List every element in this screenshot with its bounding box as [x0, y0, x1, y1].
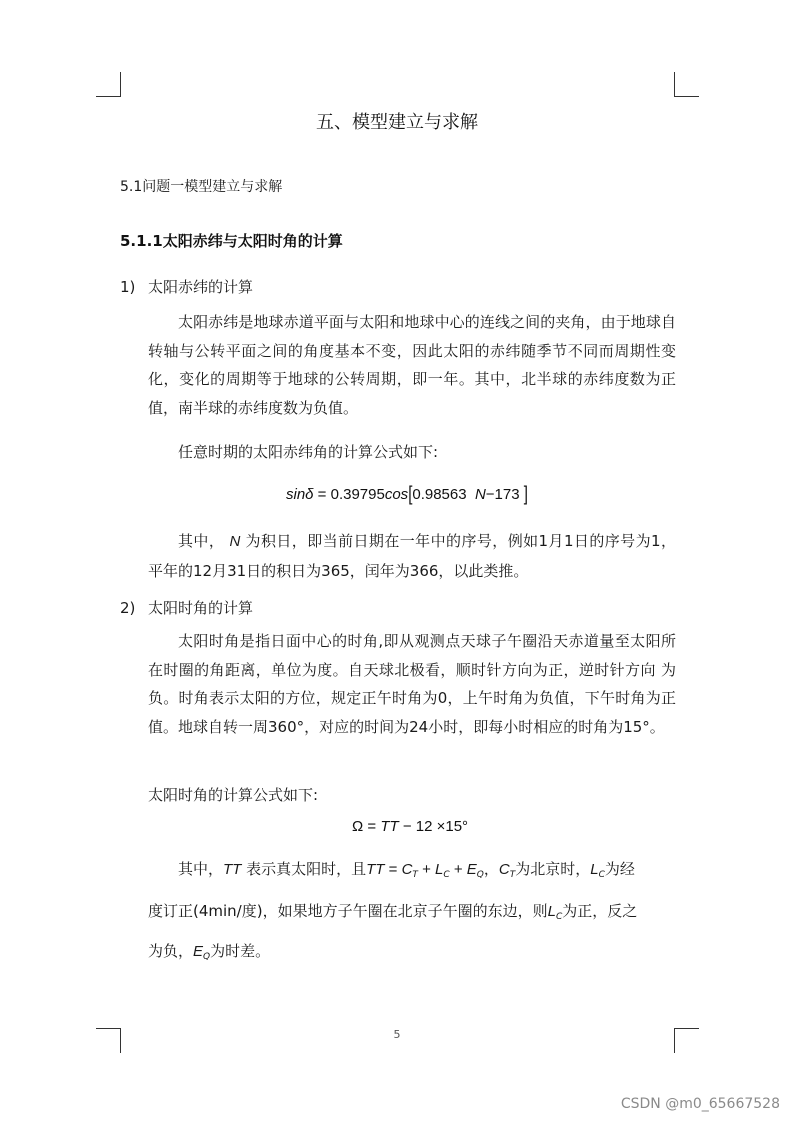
var-c: C: [498, 861, 510, 878]
list-item-hour-angle: [120, 597, 253, 618]
list-number: 2): [120, 599, 136, 617]
text: 表示真太阳时，且: [241, 860, 367, 878]
declination-explanation: [148, 527, 676, 585]
list-label: 太阳时角的计算: [148, 599, 254, 617]
sub-t: T: [412, 870, 418, 880]
sub-t: T: [509, 870, 516, 880]
formula-tt: TT: [380, 818, 399, 835]
text: 为负，: [148, 942, 194, 960]
hour-angle-paragraph: 太阳时角是指日面中心的时角,即从观测点天球子午圈沿天赤道量至太阳所在时圈的角距离，单位为度。自天球北极看，顺时针方向为正，逆时针方向 为负。时角表示太阳的方位，规定正午时角为0，上午时角为负值，下午时角为正值。地球自转一周360°，对应的时间为24小时，即每小时相应的时角为15°。: [148, 632, 676, 736]
list-label: 太阳赤纬的计算: [148, 278, 254, 296]
formula-var: N: [474, 486, 486, 503]
declination-formula: [286, 483, 528, 506]
hour-angle-explanation-line-1: [178, 858, 635, 880]
formula-coef: 0.98563: [412, 486, 467, 503]
sub-c: C: [555, 912, 563, 922]
formula-rest: −173: [485, 486, 520, 503]
text: 其中，: [178, 860, 224, 878]
text: 为正，反之: [562, 902, 638, 920]
sub-q: Q: [203, 952, 211, 962]
hour-angle-formula-intro: 太阳时角的计算公式如下:: [148, 786, 319, 804]
sub-q: Q: [476, 870, 484, 880]
sub-c: C: [598, 870, 605, 880]
subsection-heading: 5.1.1太阳赤纬与太阳时角的计算: [120, 232, 343, 250]
var-tt: TT: [366, 861, 385, 878]
explain-var-n: N: [229, 533, 241, 550]
declination-paragraph: 太阳赤纬是地球赤道平面与太阳和地球中心的连线之间的夹角，由于地球自转轴与公转平面之间的角度基本不变，因此太阳的赤纬随季节不同而周期性变化，变化的周期等于地球的公转周期，即一年。其中，北半球的赤纬度数为正值，南半球的赤纬度数为负值。: [148, 313, 676, 417]
var-l: L: [435, 861, 444, 878]
hour-angle-formula: [352, 818, 468, 835]
crop-mark-top-right: [674, 72, 699, 97]
explain-prefix: 其中，: [178, 532, 225, 550]
formula-rest: − 12 ×15°: [398, 818, 469, 835]
text: 为时差。: [210, 942, 271, 960]
var-tt: TT: [223, 861, 242, 878]
text: 度订正(4min/度)，如果地方子午圈在北京子午圈的东边，则: [148, 902, 548, 920]
section-heading: 5.1问题一模型建立与求解: [120, 179, 283, 195]
list-item-declination: [120, 276, 253, 297]
var-l: L: [590, 861, 599, 878]
list-number: 1): [120, 278, 136, 296]
hour-angle-explanation-line-3: [148, 940, 270, 962]
declination-formula-intro: 任意时期的太阳赤纬角的计算公式如下:: [178, 443, 439, 461]
chapter-title: 五、模型建立与求解: [316, 112, 478, 133]
text: 为经: [604, 860, 635, 878]
explain-text: 为积日，即当前日期在一年中的序号，例如1月1日的序号为1，平年的12月31日的积日为365，闰年为366，以此类推。: [148, 532, 676, 580]
crop-mark-top-left: [96, 72, 121, 97]
var-e: E: [193, 943, 204, 960]
var-l: L: [547, 903, 556, 920]
page-number: 5: [393, 1028, 401, 1041]
formula-cos: cos: [384, 486, 409, 503]
formula-lhs: Ω: [352, 818, 364, 835]
formula-eq: =: [363, 818, 381, 835]
formula-open-bracket: [: [408, 483, 413, 506]
hour-angle-explanation-line-2: [148, 900, 637, 922]
watermark: CSDN @m0_65667528: [620, 1096, 780, 1112]
var-c: C: [401, 861, 413, 878]
var-e: E: [466, 861, 477, 878]
sub-c: C: [443, 870, 450, 880]
formula-eq: = 0.39795: [313, 486, 385, 503]
formula-lhs: sinδ: [286, 486, 314, 503]
text: +: [449, 861, 467, 878]
text: 为北京时，: [515, 860, 591, 878]
formula-close-bracket: ]: [523, 483, 528, 506]
text: =: [384, 861, 402, 878]
text: ，: [483, 860, 499, 878]
text: +: [417, 861, 436, 878]
